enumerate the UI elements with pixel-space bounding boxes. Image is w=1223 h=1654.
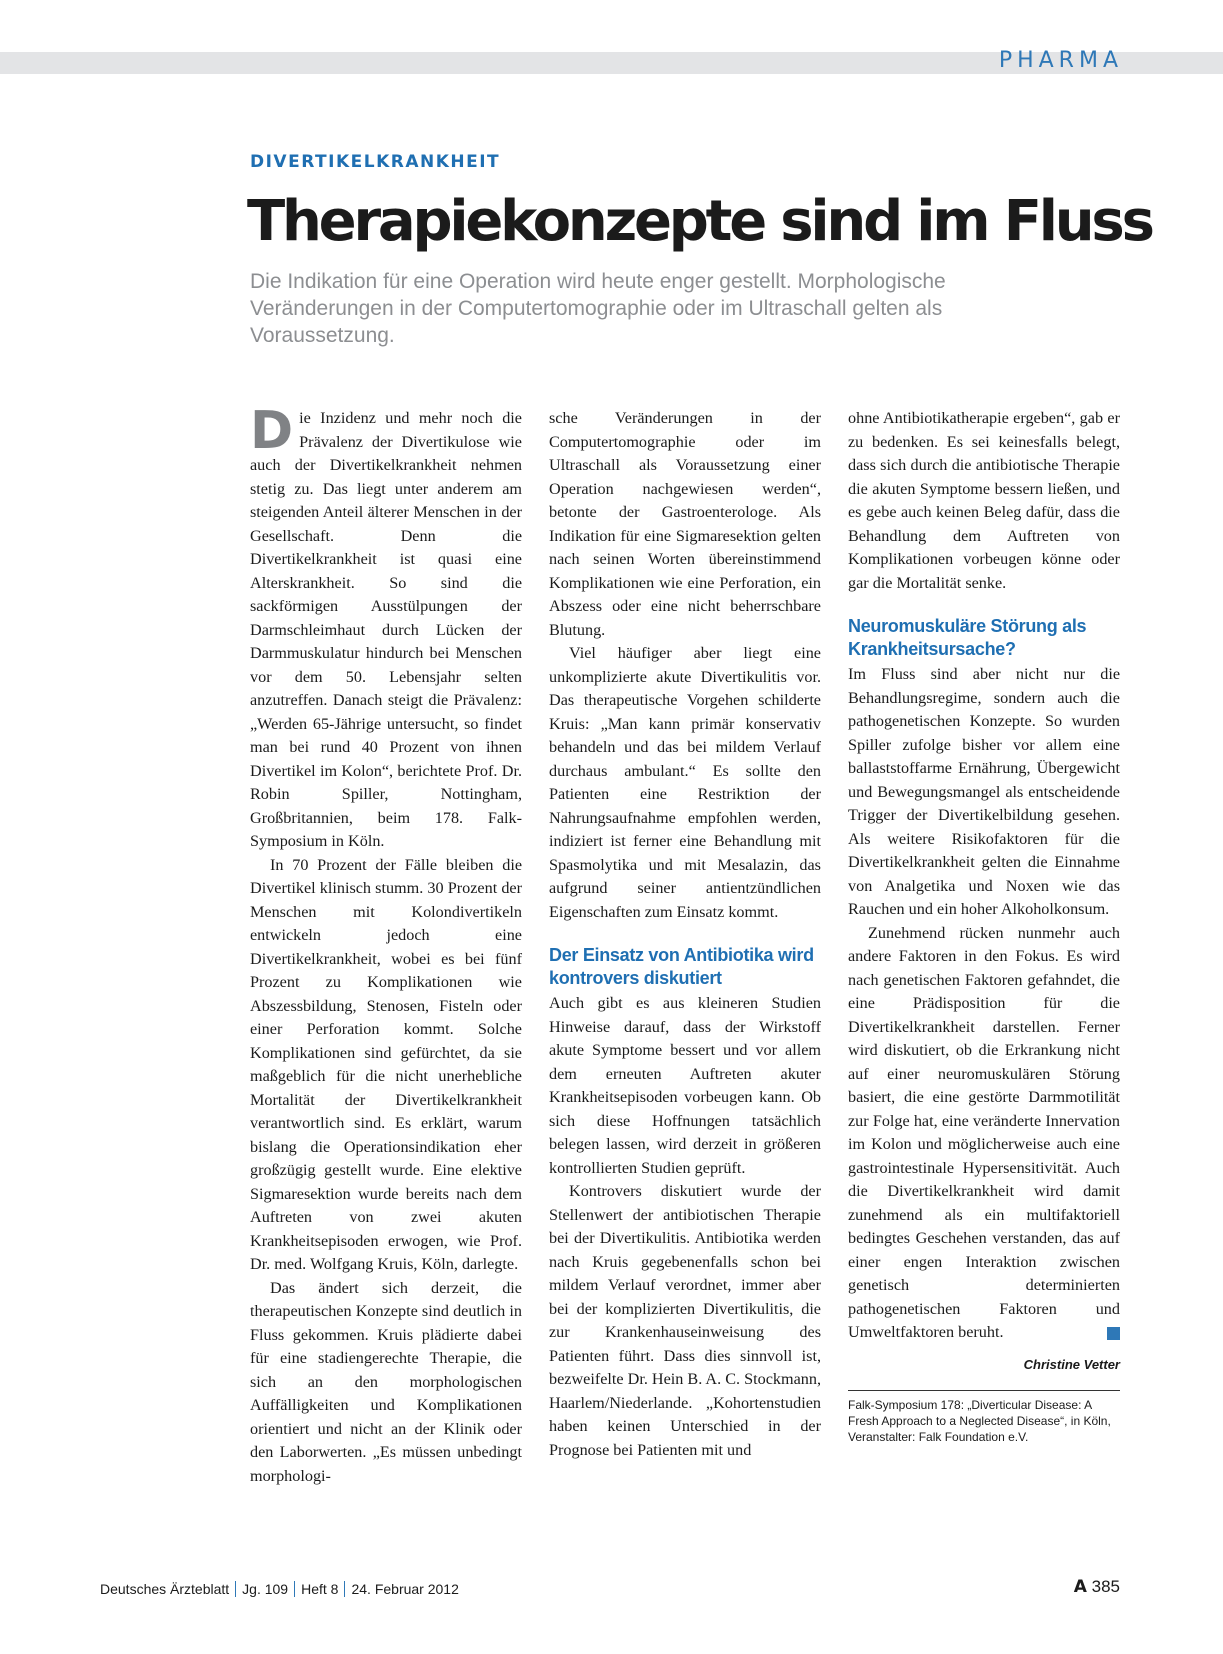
journal-date: 24. Februar 2012 xyxy=(351,1581,459,1597)
footer-separator xyxy=(344,1581,345,1597)
paragraph xyxy=(848,922,1120,1345)
paragraph: Auch gibt es aus kleineren Studien Hinweise darauf, dass der Wirkstoff akute Symptome bessert und vor allem dem erneuten Auftreten akuter Krankheitsepisoden vorbeugen kann. Ob sich diese Hoffnungen tatsächlich belegen lassen, wird derzeit in größeren kontrollierten Studien geprüft. xyxy=(549,994,821,1177)
page-prefix: A xyxy=(1073,1577,1087,1597)
journal-name: Deutsches Ärzteblatt xyxy=(100,1581,230,1597)
footer-separator xyxy=(294,1581,295,1597)
subheading: Neuromuskuläre Störung als Krankheitsursache? xyxy=(848,616,1087,659)
footnote: Falk-Symposium 178: „Diverticular Disease: A Fresh Approach to a Neglected Disease“, in Köln, Veranstalter: Falk Foundation e.V. xyxy=(848,1390,1120,1445)
subheading: Der Einsatz von Antibiotika wird kontrovers diskutiert xyxy=(549,945,814,988)
paragraph xyxy=(250,401,522,854)
section-label: PHARMA xyxy=(998,48,1123,73)
paragraph-text: ie Inzidenz und mehr noch die Prävalenz der Divertikulose wie auch der Divertikelkrankheit nehmen stetig zu. Das liegt unter anderem am steigenden Anteil älterer Menschen in der Gesellschaft. Denn die Divertikelkrankheit ist quasi eine Alterskrankheit. So sind die sackförmigen Ausstülpungen der Darmschleimhaut durch Lücken der Darmmuskulatur hindurch bei Menschen vor dem 50. Lebensjahr selten anzutreffen. Danach steigt die Prävalenz: „Werden 65-Jährige untersucht, so findet man bei rund 40 Prozent von ihnen Divertikel im Kolon“, berichtete Prof. Dr. Robin Spiller, Nottingham, Großbritannien, beim 178. Falk-Symposium in Köln. xyxy=(250,409,522,850)
article-deck: Die Indikation für eine Operation wird heute enger gestellt. Morphologische Veränderungen in der Computertomographie oder im Ultraschall gelten als Voraussetzung. xyxy=(250,270,946,347)
footer-separator xyxy=(235,1581,236,1597)
page-number-value: 385 xyxy=(1091,1577,1120,1596)
paragraph-text: Zunehmend rücken nunmehr auch andere Faktoren in den Fokus. Es wird nach genetischen Faktoren gefahndet, die eine Prädisposition für die Divertikelkrankheit darstellen. Ferner wird diskutiert, ob die Erkrankung nicht auf einer neuromuskulären Störung basiert, die eine gestörte Darmmotilität zur Folge hat, eine veränderte Innervation im Kolon und möglicherweise auch eine gastrointestinale Hypersensitivität. Auch die Divertikelkrankheit wird damit zunehmend als ein multifaktoriell bedingtes Geschehen verstanden, das auf einer engen Interaktion zwischen genetisch determinierten pathogenetischen Faktoren und Umweltfaktoren beruht. xyxy=(848,923,1120,1341)
paragraph: In 70 Prozent der Fälle bleiben die Divertikel klinisch stumm. 30 Prozent der Menschen mit Kolondivertikeln entwickeln jedoch eine Divertikelkrankheit, wobei es bei fünf Prozent zu Komplikationen wie Abszessbildung, Stenosen, Fisteln oder einer Perforation kommt. Solche Komplikationen sind gefürchtet, da sie maßgeblich für die nicht unerhebliche Mortalität der Divertikelkrankheit verantwortlich sind. Es erklärt, warum bislang die Operationsindikation eher großzügig gestellt wurde. Eine elektive Sigmaresektion wurde bereits nach dem Auftreten von zwei akuten Krankheitsepisoden erwogen, wie Prof. Dr. med. Wolfgang Kruis, Köln, darlegte. xyxy=(250,855,522,1273)
paragraph: Viel häufiger aber liegt eine unkomplizierte akute Divertikulitis vor. Das therapeutische Vorgehen schilderte Kruis: „Man kann primär konservativ behandeln und das bei mildem Verlauf durchaus ambulant.“ Es sollte den Patienten eine Restriktion der Nahrungsaufnahme empfohlen werden, indiziert ist ferner eine Behandlung mit Spasmolytika und mit Mesalazin, das aufgrund seiner antientzündlichen Eigenschaften zum Einsatz kommt. xyxy=(549,644,821,921)
paragraph: Kontrovers diskutiert wurde der Stellenwert der antibiotischen Therapie bei der Divertikulitis. Antibiotika werden nach Kruis gegebenenfalls schon bei mildem Verlauf verordnet, immer aber bei der komplizierten Divertikulitis, die zur Krankenhauseinweisung des Patienten führt. Dass dies sinnvoll ist, bezweifelte Dr. Hein B. A. C. Stockmann, Haarlem/Niederlande. „Kohortenstudien haben keinen Unterschied in der Prognose bei Patienten mit und xyxy=(549,1182,821,1459)
journal-volume: Jg. 109 xyxy=(242,1581,289,1597)
drop-cap: D xyxy=(250,401,294,461)
author-byline: Christine Vetter xyxy=(1023,1356,1120,1372)
page-footer xyxy=(100,1581,459,1597)
paragraph: ohne Antibiotikatherapie ergeben“, gab er zu bedenken. Es sei keinesfalls belegt, dass sich durch die antibiotische Therapie die akuten Symptome bessern ließen, und es gebe auch keinen Beleg dafür, dass die Behandlung dem Auftreten von Komplikationen vorbeugen könne oder gar die Mortalität senke. xyxy=(848,409,1120,592)
text-column-2 xyxy=(549,407,821,1462)
end-mark-icon xyxy=(1107,1327,1120,1340)
text-column-3 xyxy=(848,407,1120,1445)
text-column-1 xyxy=(250,401,522,1488)
paragraph: Im Fluss sind aber nicht nur die Behandlungsregime, sondern auch die pathogenetischen Konzepte. So wurden Spiller zufolge bisher vor allem eine ballaststoffarme Ernährung, Übergewicht und Bewegungsmangel als entscheidende Trigger der Divertikelbildung gesehen. Als weitere Risikofaktoren für die Divertikelkrankheit gelten die Einnahme von Analgetika und Noxen wie das Rauchen und ein hoher Alkoholkonsum. xyxy=(848,665,1120,918)
page-number xyxy=(1074,1577,1120,1597)
paragraph: Das ändert sich derzeit, die therapeutischen Konzepte sind deutlich in Fluss gekommen. Kruis plädierte dabei für eine stadiengerechte Therapie, die sich an den morphologischen Auffälligkeiten und Komplikationen orientiert und nicht an der Klinik oder den Laborwerten. „Es müssen unbedingt morphologi- xyxy=(250,1278,522,1485)
article-title: Therapiekonzepte sind im Fluss xyxy=(247,189,1152,254)
paragraph: sche Veränderungen in der Computertomographie oder im Ultraschall als Voraussetzung einer Operation nachgewiesen werden“, betonte der Gastroenterologe. Als Indikation für eine Sigmaresektion gelten nach seinen Worten übereinstimmend Komplikationen wie eine Perforation, ein Abszess oder eine nicht beherrschbare Blutung. xyxy=(549,409,821,639)
article-kicker: DIVERTIKELKRANKHEIT xyxy=(250,152,501,172)
journal-issue: Heft 8 xyxy=(301,1581,339,1597)
